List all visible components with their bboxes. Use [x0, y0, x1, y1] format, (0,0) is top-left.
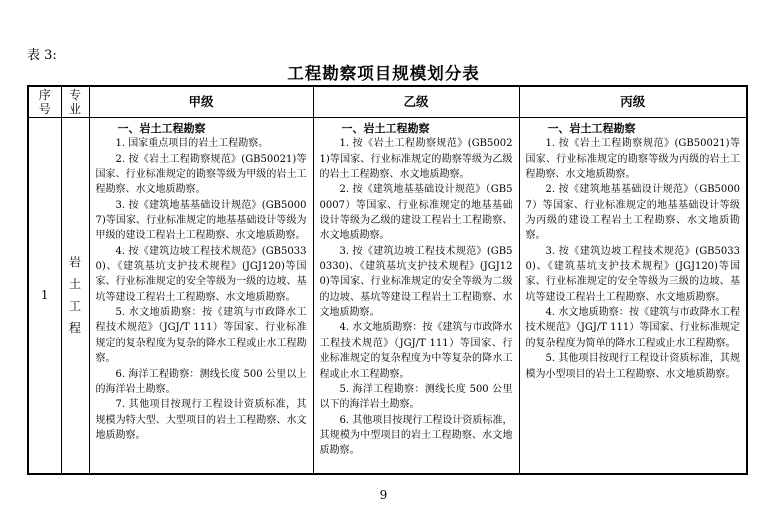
item-paragraph: 7. 其他项目按现行工程设计资质标准，其规模为特大型、大型项目的岩土工程勘察、水文地质勘察。: [95, 399, 307, 441]
item-paragraph: 2. 按《建筑地基基础设计规范》（GB50007）等国家、行业标准规定的地基基础设计等级为乙级的建设工程岩土工程勘察、水文地质勘察。: [319, 184, 513, 242]
item-paragraph: 5. 其他项目按现行工程设计资质标准，其规模为小型项目的岩土工程勘察、水文地质勘察。: [525, 353, 740, 380]
specialty-vertical-label: 岩土工程: [69, 255, 82, 336]
page-title: 工程勘察项目规模划分表: [287, 64, 480, 83]
item-paragraph: 4. 按《建筑边坡工程技术规范》(GB50330)、《建筑基坑支护技术规程》(JGJ120)等国家、行业标准规定的安全等级为一级的边坡、基坑等建设工程岩土工程勘察、水文地质勘察。: [95, 245, 307, 303]
item-paragraph: 1. 按《岩土工程勘察规范》(GB50021)等国家、行业标准规定的勘察等级为乙级的岩土工程勘察、水文地质勘察。: [319, 138, 513, 181]
grade-c-items: [526, 136, 741, 382]
column-header-serial-no-label: 序号: [38, 88, 51, 116]
cell-specialty: [61, 118, 89, 474]
item-paragraph: 4. 水文地质勘察：按《建筑与市政降水工程技术规范》（JGJ/T 111）等国家、行业标准规定的复杂程度为简单的降水工程或止水工程勘察。: [525, 307, 740, 349]
table-row: [28, 118, 747, 474]
column-header-serial-no: [28, 86, 61, 118]
item-paragraph: 6. 海洋工程勘察：测线长度 500 公里以上的海洋岩土勘察。: [95, 368, 307, 395]
grade-c-section-heading: 一、岩土工程勘察: [547, 122, 636, 135]
table-header-row: [28, 86, 747, 118]
item-paragraph: 6. 其他项目按现行工程设计资质标准，其规模为中型项目的岩土工程勘察、水文地质勘察。: [319, 414, 513, 457]
page-number: 9: [379, 488, 388, 502]
item-paragraph: 4. 水文地质勘察：按《建筑与市政降水工程技术规范》（JGJ/T 111）等国家、行业标准规定的复杂程度为中等复杂的降水工程或止水工程勘察。: [319, 322, 513, 380]
column-header-specialty: [61, 86, 89, 118]
item-paragraph: 3. 按《建筑边坡工程技术规范》(GB50330)、《建筑基坑支护技术规程》(JGJ120)等国家、行业标准规定的安全等级为二级的边坡、基坑等建设工程岩土工程勘察、水文地质勘察。: [319, 245, 513, 319]
column-header-grade-b: 乙级: [313, 86, 519, 118]
column-header-grade-c: 丙级: [519, 86, 747, 118]
cell-serial-no: 1: [28, 118, 61, 474]
classification-table: [27, 85, 748, 475]
item-paragraph: 1. 按《岩土工程勘察规范》(GB50021)等国家、行业标准规定的勘察等级为丙级的岩土工程勘察、水文地质勘察。: [525, 138, 740, 181]
grade-a-items: [96, 136, 307, 443]
item-paragraph: 3. 按《建筑地基基础设计规范》(GB50007)等国家、行业标准规定的地基基础设计等级为甲级的建设工程岩土工程勘察、水文地质勘察。: [95, 199, 307, 242]
grade-b-items: [320, 136, 513, 458]
cell-grade-b: [313, 118, 519, 474]
column-header-specialty-label: 专业: [69, 88, 82, 116]
item-paragraph: 5. 海洋工程勘察：测线长度 500 公里以下的海洋岩土勘察。: [319, 383, 513, 411]
item-paragraph: 5. 水文地质勘察：按《建筑与市政降水工程技术规范》（JGJ/T 111）等国家、行业标准规定的复杂程度为复杂的降水工程或止水工程勘察。: [95, 307, 307, 365]
column-header-grade-a: 甲级: [89, 86, 313, 118]
table-number-label: 表 3:: [27, 48, 57, 63]
cell-grade-a: [89, 118, 313, 474]
cell-grade-c: [519, 118, 747, 474]
item-paragraph: 3. 按《建筑边坡工程技术规范》(GB50330)、《建筑基坑支护技术规程》(JGJ120)等国家、行业标准规定的安全等级为三级的边坡、基坑等建设工程岩土工程勘察、水文地质勘察。: [525, 245, 740, 303]
grade-b-section-heading: 一、岩土工程勘察: [341, 122, 430, 135]
item-paragraph: 1. 国家重点项目的岩土工程勘察。: [115, 138, 269, 150]
item-paragraph: 2. 按《岩土工程勘察规范》(GB50021)等国家、行业标准规定的勘察等级为甲级的岩土工程勘察、水文地质勘察。: [95, 153, 307, 196]
grade-a-section-heading: 一、岩土工程勘察: [117, 122, 206, 135]
item-paragraph: 2. 按《建筑地基基础设计规范》（GB50007）等国家、行业标准规定的地基基础设计等级为丙级的建设工程岩土工程勘察、水文地质勘察。: [525, 184, 740, 242]
